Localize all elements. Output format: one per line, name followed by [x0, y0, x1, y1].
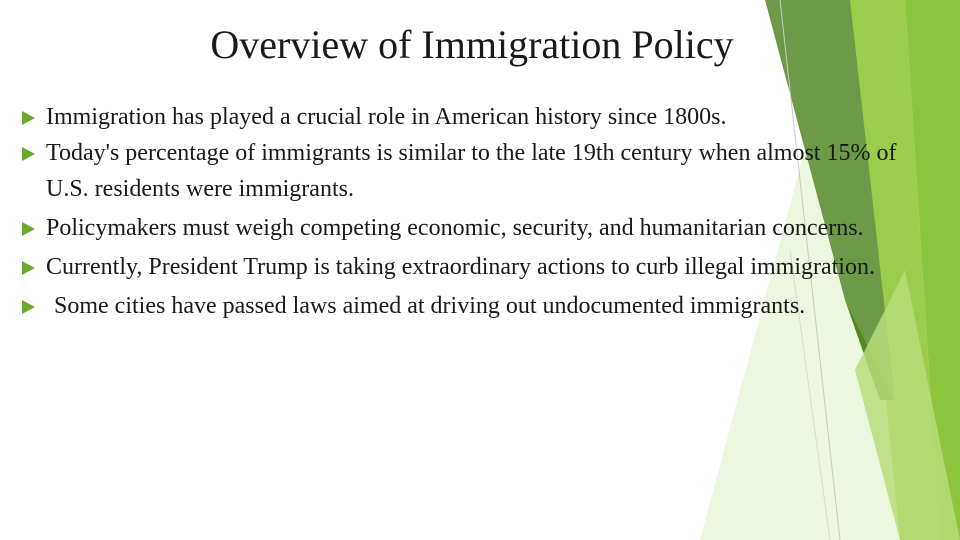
bullet-item — [20, 249, 900, 285]
bullet-text: Some cities have passed laws aimed at driving out undocumented immigrants. — [54, 293, 806, 319]
bullet-item — [20, 135, 900, 207]
bullet-item — [20, 99, 900, 135]
triangle-bullet-icon — [22, 222, 35, 236]
bullet-text: Immigration has played a crucial role in American history since 1800s. — [46, 104, 727, 130]
bullet-text: Policymakers must weigh competing economic, security, and humanitarian concerns. — [46, 215, 864, 241]
slide-title: Overview of Immigration Policy — [210, 22, 734, 67]
bullet-item — [20, 210, 900, 246]
bullet-item — [20, 288, 900, 324]
triangle-bullet-icon — [22, 300, 35, 314]
triangle-bullet-icon — [22, 111, 35, 125]
bullet-text: Today's percentage of immigrants is similar to the late 19th century when almost 15% of U.S. residents were immigrants. — [46, 140, 897, 202]
bullet-text: Currently, President Trump is taking extraordinary actions to curb illegal immigration. — [46, 254, 875, 280]
triangle-bullet-icon — [22, 261, 35, 275]
bullet-list — [20, 99, 900, 324]
triangle-bullet-icon — [22, 147, 35, 161]
